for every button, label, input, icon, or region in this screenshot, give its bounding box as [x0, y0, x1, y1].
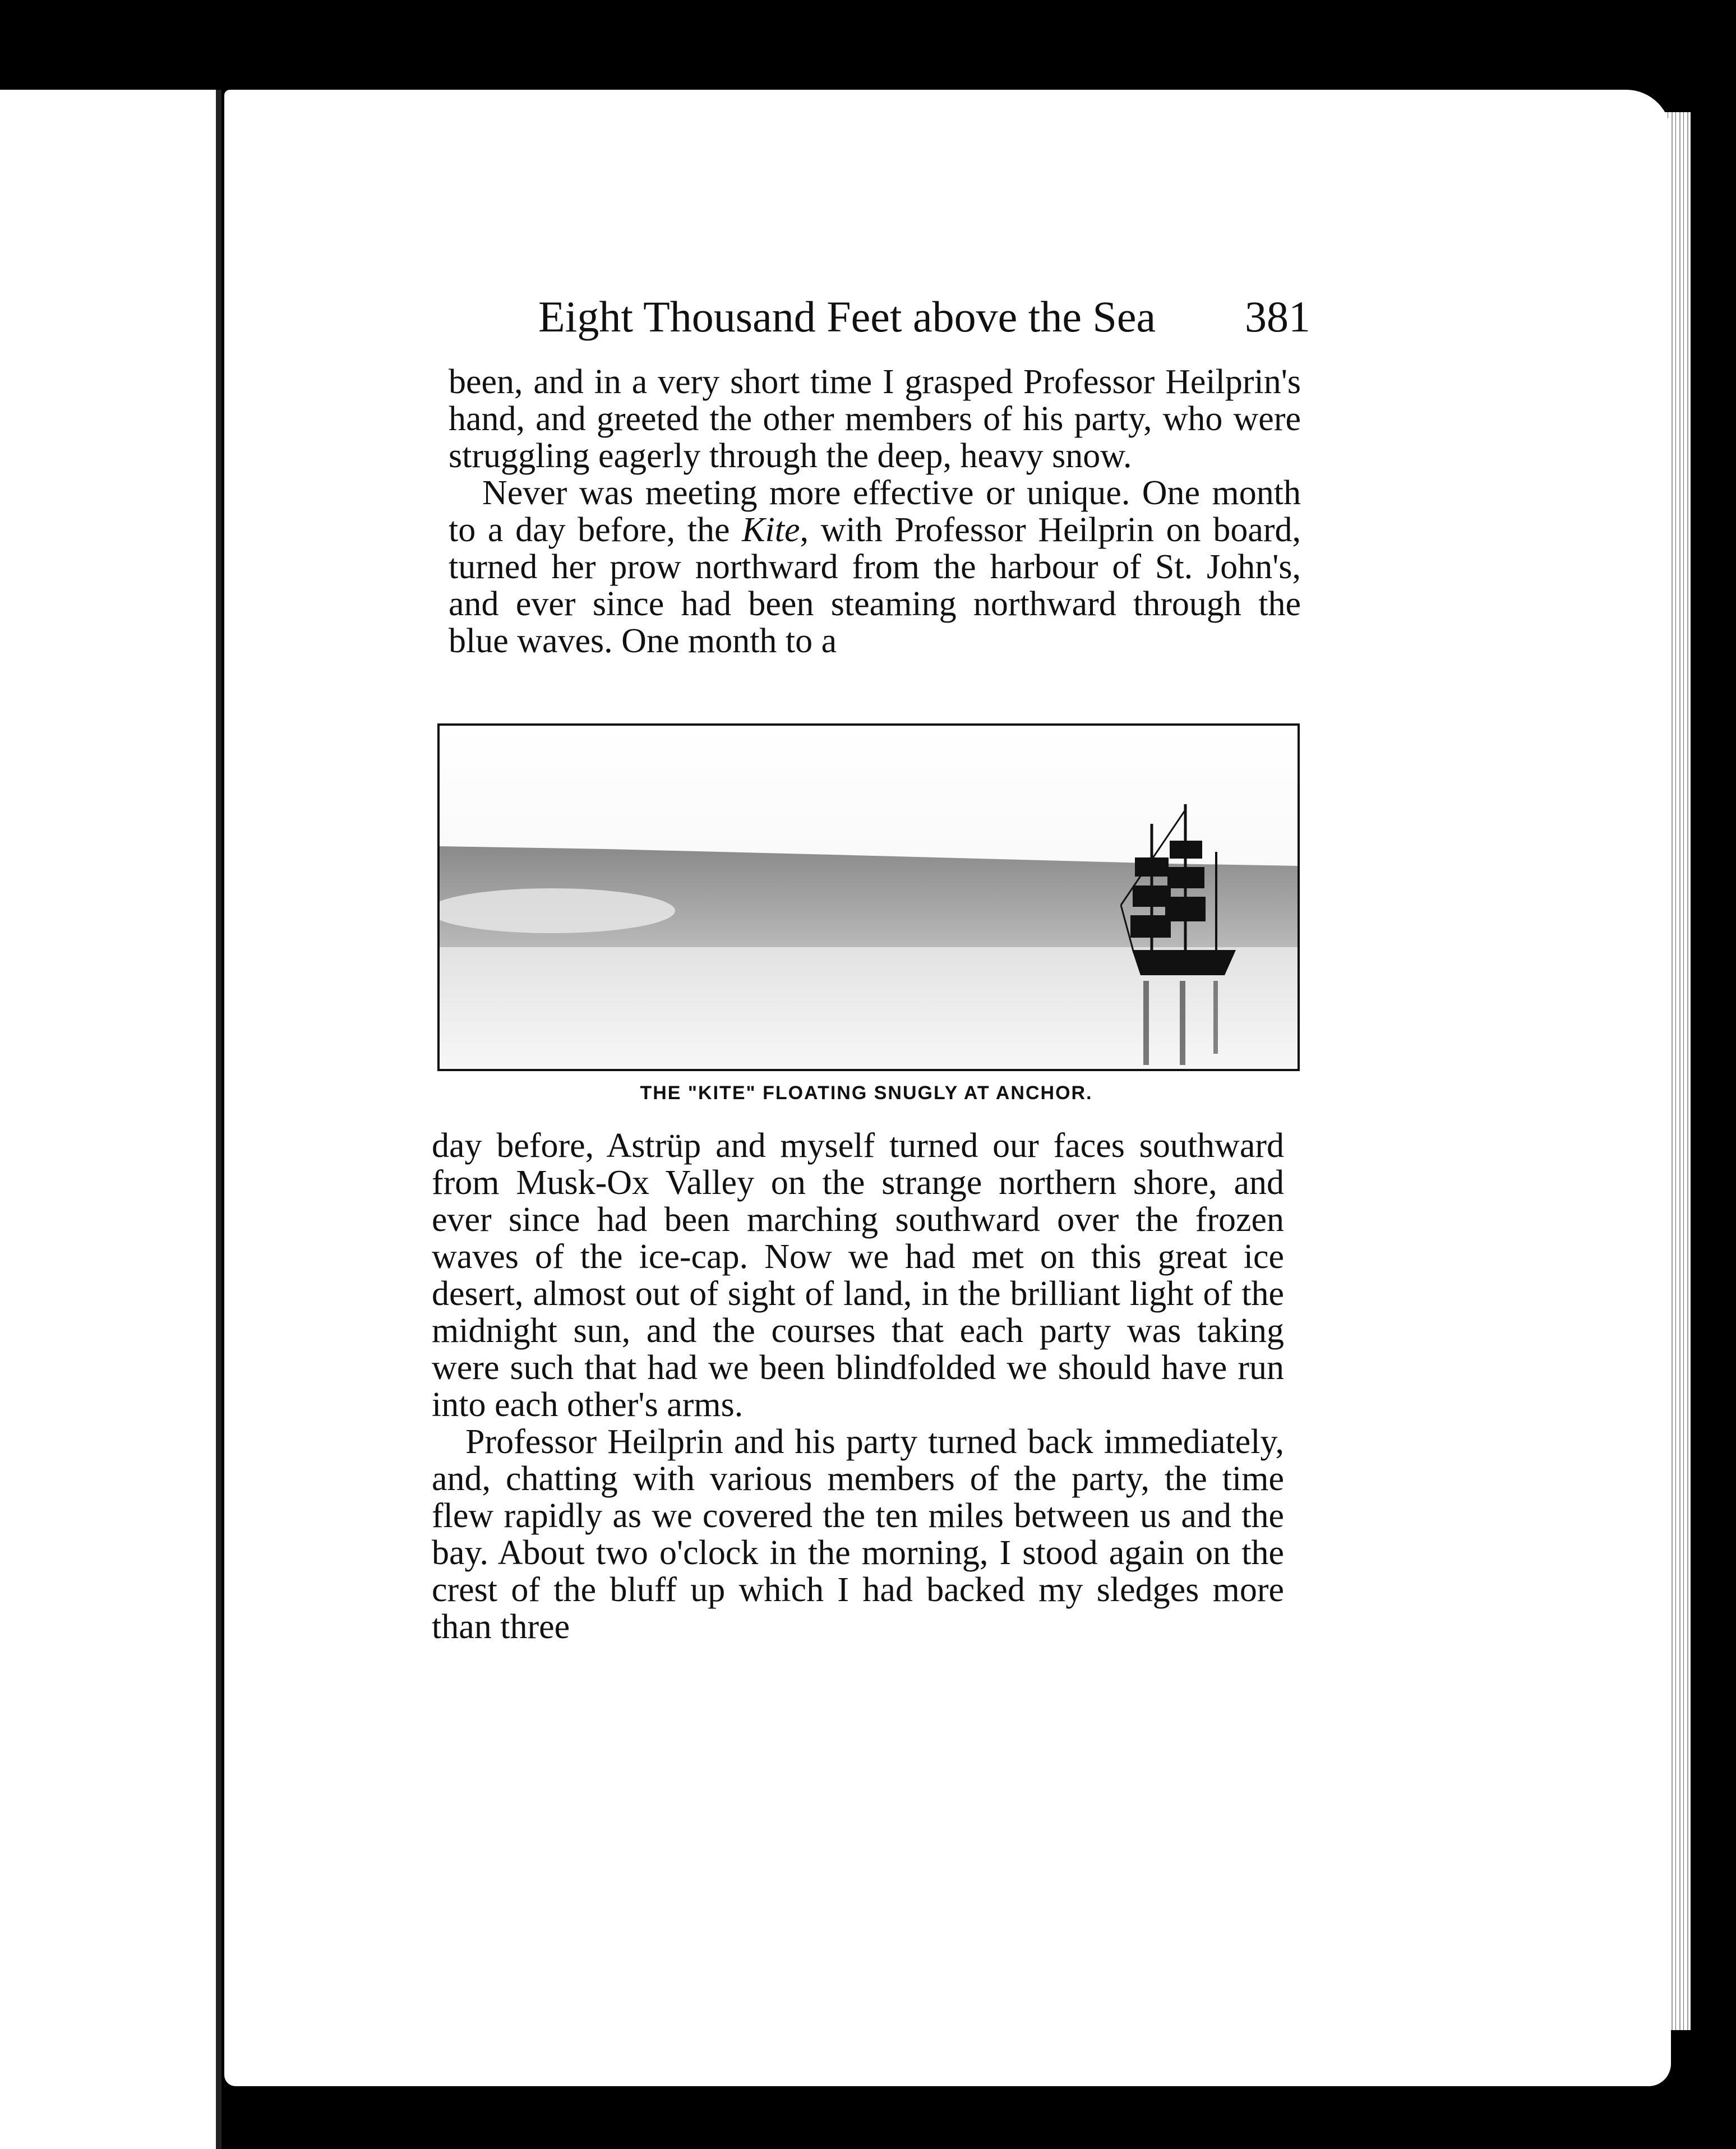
paragraph: day before, Astrüp and myself turned our faces southward from Musk-Ox Valley on the strange northern shore, and ever since had been marching southward over the frozen waves of the ice-cap. Now we had met on this great ice desert, almost out of sight of land, in the brilliant light of the midnight sun, and the courses that each party was taking were such that had we been blindfolded we should have run into each other's arms.: [432, 1127, 1284, 1424]
paragraph-text: Never was meeting more effective or unique. One month to a day before, the: [449, 474, 1301, 549]
paragraph: [449, 474, 1301, 660]
running-header: Eight Thousand Feet above the Sea: [538, 292, 1156, 341]
ship-name-italic: Kite: [742, 511, 800, 549]
paragraph: Professor Heilprin and his party turned back immediately, and, chatting with various members of the party, the time flew rapidly as we covered the ten miles between us and the bay. About two o'clock in the morning, I stood again on the crest of the bluff up which I had backed my sledges more than three: [432, 1423, 1284, 1646]
paragraph: been, and in a very short time I grasped Professor Heilprin's hand, and greeted the other members of his party, who were struggling eagerly through the deep, heavy snow.: [449, 363, 1301, 475]
figure-caption: THE "KITE" FLOATING SNUGLY AT ANCHOR.: [640, 1082, 1093, 1104]
paragraph-text: , with Professor Heilprin on board, turned her prow northward from the harbour of St. John's, and ever since had been steaming northward through the blue waves. One month to a: [449, 511, 1301, 660]
body-text-top: [449, 363, 1301, 660]
body-text-bottom: [432, 1127, 1284, 1645]
page-number: 381: [1245, 292, 1310, 341]
facing-page-edge: [0, 90, 221, 2149]
ship-at-anchor-photo: [437, 723, 1300, 1071]
